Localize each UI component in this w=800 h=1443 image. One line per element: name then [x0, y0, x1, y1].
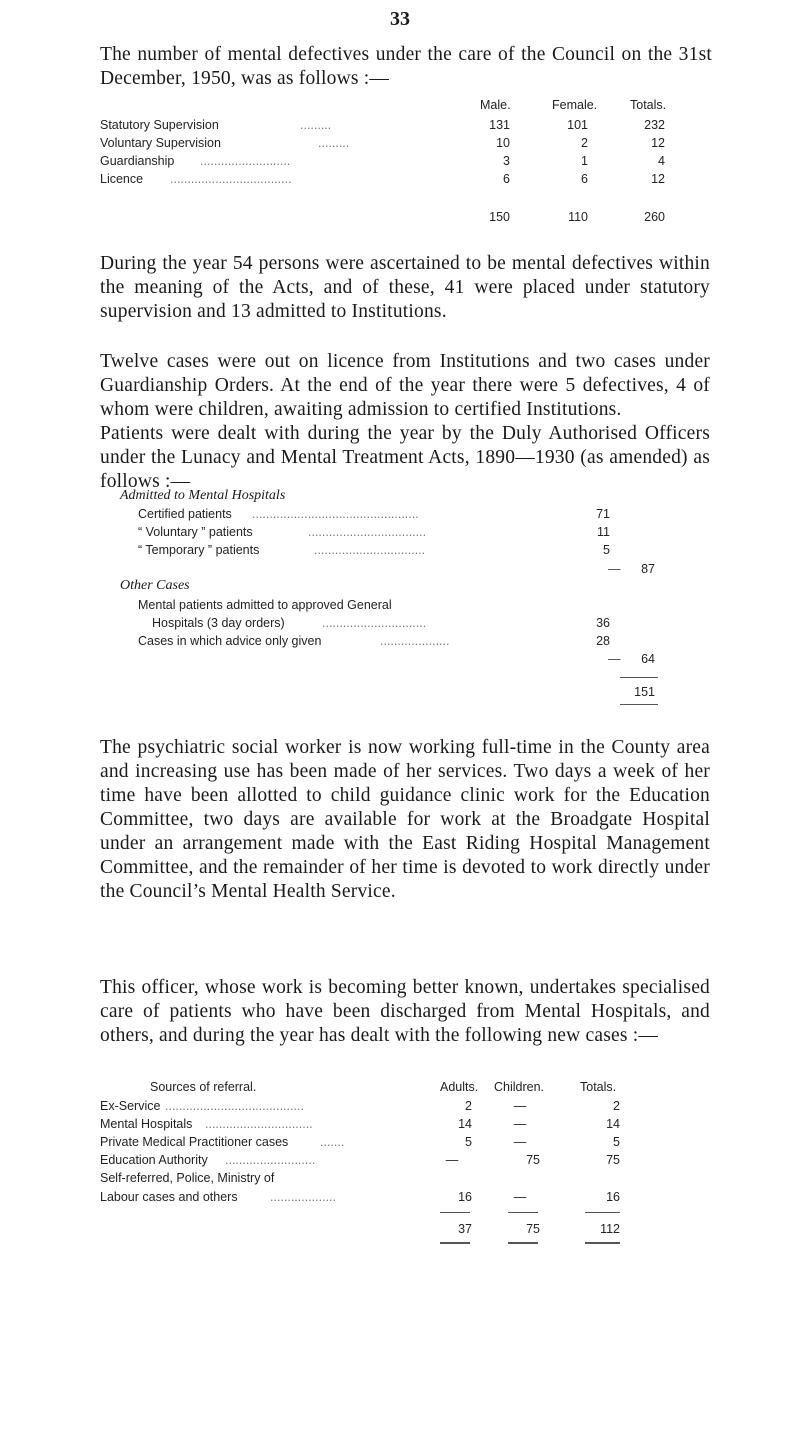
row-female: 6 — [581, 172, 588, 186]
item-value: 5 — [603, 543, 610, 557]
header-totals: Totals. — [580, 1080, 617, 1094]
lunacy-paragraph: Patients were dealt with during the year by the Duly Authorised Officers under the Lunacy and Mental Treatment Acts, 1890—1930 (as amended) as follows :— — [100, 423, 710, 492]
officer-paragraph: This officer, whose work is becoming better known, undertakes specialised care of patients who have been discharged from Mental Hospitals, and others, and during the year has dealt with the following new cases :— — [100, 977, 710, 1046]
header-male: Male. — [480, 98, 511, 112]
care-table-row: Statutory Supervision ......... 131 101 232 — [100, 118, 665, 132]
row-male: 10 — [496, 136, 510, 150]
licence-paragraph: Twelve cases were out on licence from Institutions and two cases under Guardianship Orders. At the end of the year there were 5 defectives, 4 of whom were children, awaiting admission to certified Institutions. — [100, 351, 710, 420]
row-total: 75 — [606, 1153, 620, 1167]
row-total: 4 — [658, 154, 665, 168]
row-label-line1: Self-referred, Police, Ministry of — [100, 1171, 275, 1185]
referrals-header — [0, 1078, 800, 1096]
item-value: 36 — [596, 616, 610, 630]
total-male: 150 — [489, 210, 510, 224]
admitted-item: “ Temporary ” patients ................................ 5 — [138, 543, 610, 557]
row-children: — — [513, 1099, 527, 1113]
item-label-line2: Hospitals (3 day orders) — [152, 616, 285, 630]
row-label: Guardianship — [100, 154, 175, 168]
sum-rule — [620, 677, 658, 678]
social-worker-paragraph: The psychiatric social worker is now working full-time in the County area and increasing use has been made of her services. Two days a week of her time have been allotted to child guidance clinic work for the Education Committee, two days are available for work at the Broadgate Hospital under an arrangement made with the East Riding Hospital Management Committee, and the remainder of her time is devoted to work directly under the Council’s Mental Health Service. — [100, 737, 710, 902]
item-value: 71 — [596, 507, 610, 521]
admissions-total — [0, 683, 800, 701]
care-table-row: Guardianship .......................... 3 1 4 — [100, 154, 665, 168]
referrals-totals — [0, 1220, 800, 1238]
row-label: Voluntary Supervision — [100, 136, 221, 150]
sum-rule — [620, 704, 658, 705]
other-cases-heading: Other Cases — [120, 578, 190, 593]
admitted-heading: Admitted to Mental Hospitals — [120, 488, 286, 503]
item-label-line1: Mental patients admitted to approved General — [138, 598, 392, 612]
sum-rule — [585, 1212, 620, 1213]
referral-row — [0, 1169, 800, 1187]
row-label: Statutory Supervision — [100, 118, 219, 132]
item-label-line1: Cases in which advice only given — [138, 634, 322, 648]
referral-row: Private Medical Practitioner cases ....... 5 — 5 — [100, 1135, 620, 1149]
row-label: Mental Hospitals — [100, 1117, 193, 1131]
row-label: Licence — [100, 172, 144, 186]
total-total: 260 — [644, 210, 665, 224]
row-adults: 16 — [458, 1190, 472, 1204]
row-total: 2 — [613, 1099, 620, 1113]
item-label: “ Voluntary ” patients — [138, 525, 253, 539]
item-value: 11 — [597, 525, 610, 539]
ascertained-paragraph: During the year 54 persons were ascertained to be mental defectives within the meaning of the Acts, and of these, 41 were placed under statutory supervision and 13 admitted to Institutions. — [100, 253, 710, 322]
row-children: 75 — [526, 1153, 540, 1167]
row-male: 3 — [503, 154, 510, 168]
subtotal-value: 64 — [641, 652, 655, 666]
subtotal-value: 87 — [641, 562, 655, 576]
row-total: 5 — [613, 1135, 620, 1149]
row-total: 14 — [606, 1117, 620, 1131]
referral-row: Mental Hospitals ............................... 14 — 14 — [100, 1117, 620, 1131]
referral-row: Education Authority .......................... — 75 75 — [100, 1153, 620, 1167]
care-table-row: Licence ................................... 6 6 12 — [100, 172, 665, 186]
total-children: 75 — [526, 1222, 540, 1236]
header-totals: Totals. — [630, 98, 667, 112]
care-table-header — [0, 96, 800, 114]
row-adults: 5 — [465, 1135, 472, 1149]
referral-row: Labour cases and others ................... 16 — 16 — [100, 1190, 620, 1204]
other-item: Hospitals (3 day orders) .............................. 36 — [152, 616, 610, 630]
row-label: Private Medical Practitioner cases — [100, 1135, 289, 1149]
row-female: 1 — [581, 154, 588, 168]
sum-rule — [440, 1242, 470, 1244]
total-value: 151 — [634, 685, 655, 699]
row-label: Ex-Service — [100, 1099, 161, 1113]
row-female: 101 — [567, 118, 588, 132]
sum-rule — [585, 1242, 620, 1244]
item-label: “ Temporary ” patients — [138, 543, 260, 557]
care-table-totals — [0, 208, 800, 226]
item-label: Certified patients — [138, 507, 232, 521]
admitted-item: Certified patients ................................................ 71 — [138, 507, 610, 521]
total-female: 110 — [568, 210, 588, 224]
header-children: Children. — [494, 1080, 545, 1094]
sum-rule — [508, 1242, 538, 1244]
total-adults: 37 — [458, 1222, 472, 1236]
row-total: 232 — [644, 118, 665, 132]
row-male: 6 — [503, 172, 510, 186]
page-number: 33 — [390, 8, 410, 30]
row-total: 12 — [651, 172, 665, 186]
row-adults: — — [445, 1153, 459, 1167]
other-item: Cases in which advice only given .................... 28 — [138, 634, 610, 648]
row-male: 131 — [489, 118, 510, 132]
admitted-subtotal: — 87 — [608, 562, 655, 576]
header-sources: Sources of referral. — [150, 1080, 257, 1094]
item-value: 28 — [596, 634, 610, 648]
row-female: 2 — [581, 136, 588, 150]
header-adults: Adults. — [440, 1080, 479, 1094]
row-total: 16 — [606, 1190, 620, 1204]
total-total: 112 — [600, 1222, 620, 1236]
admitted-item: “ Voluntary ” patients .................................. 11 — [138, 525, 610, 539]
header-female: Female. — [552, 98, 598, 112]
row-total: 12 — [651, 136, 665, 150]
referral-row: Ex-Service ........................................ 2 — 2 — [100, 1099, 620, 1113]
row-children: — — [513, 1135, 527, 1149]
other-item — [0, 596, 800, 614]
row-label: Education Authority — [100, 1153, 208, 1167]
row-adults: 14 — [458, 1117, 472, 1131]
row-label-line2: Labour cases and others — [100, 1190, 238, 1204]
care-table-row: Voluntary Supervision ......... 10 2 12 — [100, 136, 665, 150]
intro-paragraph: The number of mental defectives under the care of the Council on the 31st December, 1950, was as follows :— — [100, 44, 712, 89]
row-children: — — [513, 1190, 527, 1204]
row-adults: 2 — [465, 1099, 472, 1113]
sum-rule — [440, 1212, 470, 1213]
row-children: — — [513, 1117, 527, 1131]
other-subtotal: — 64 — [608, 652, 655, 666]
sum-rule — [508, 1212, 538, 1213]
